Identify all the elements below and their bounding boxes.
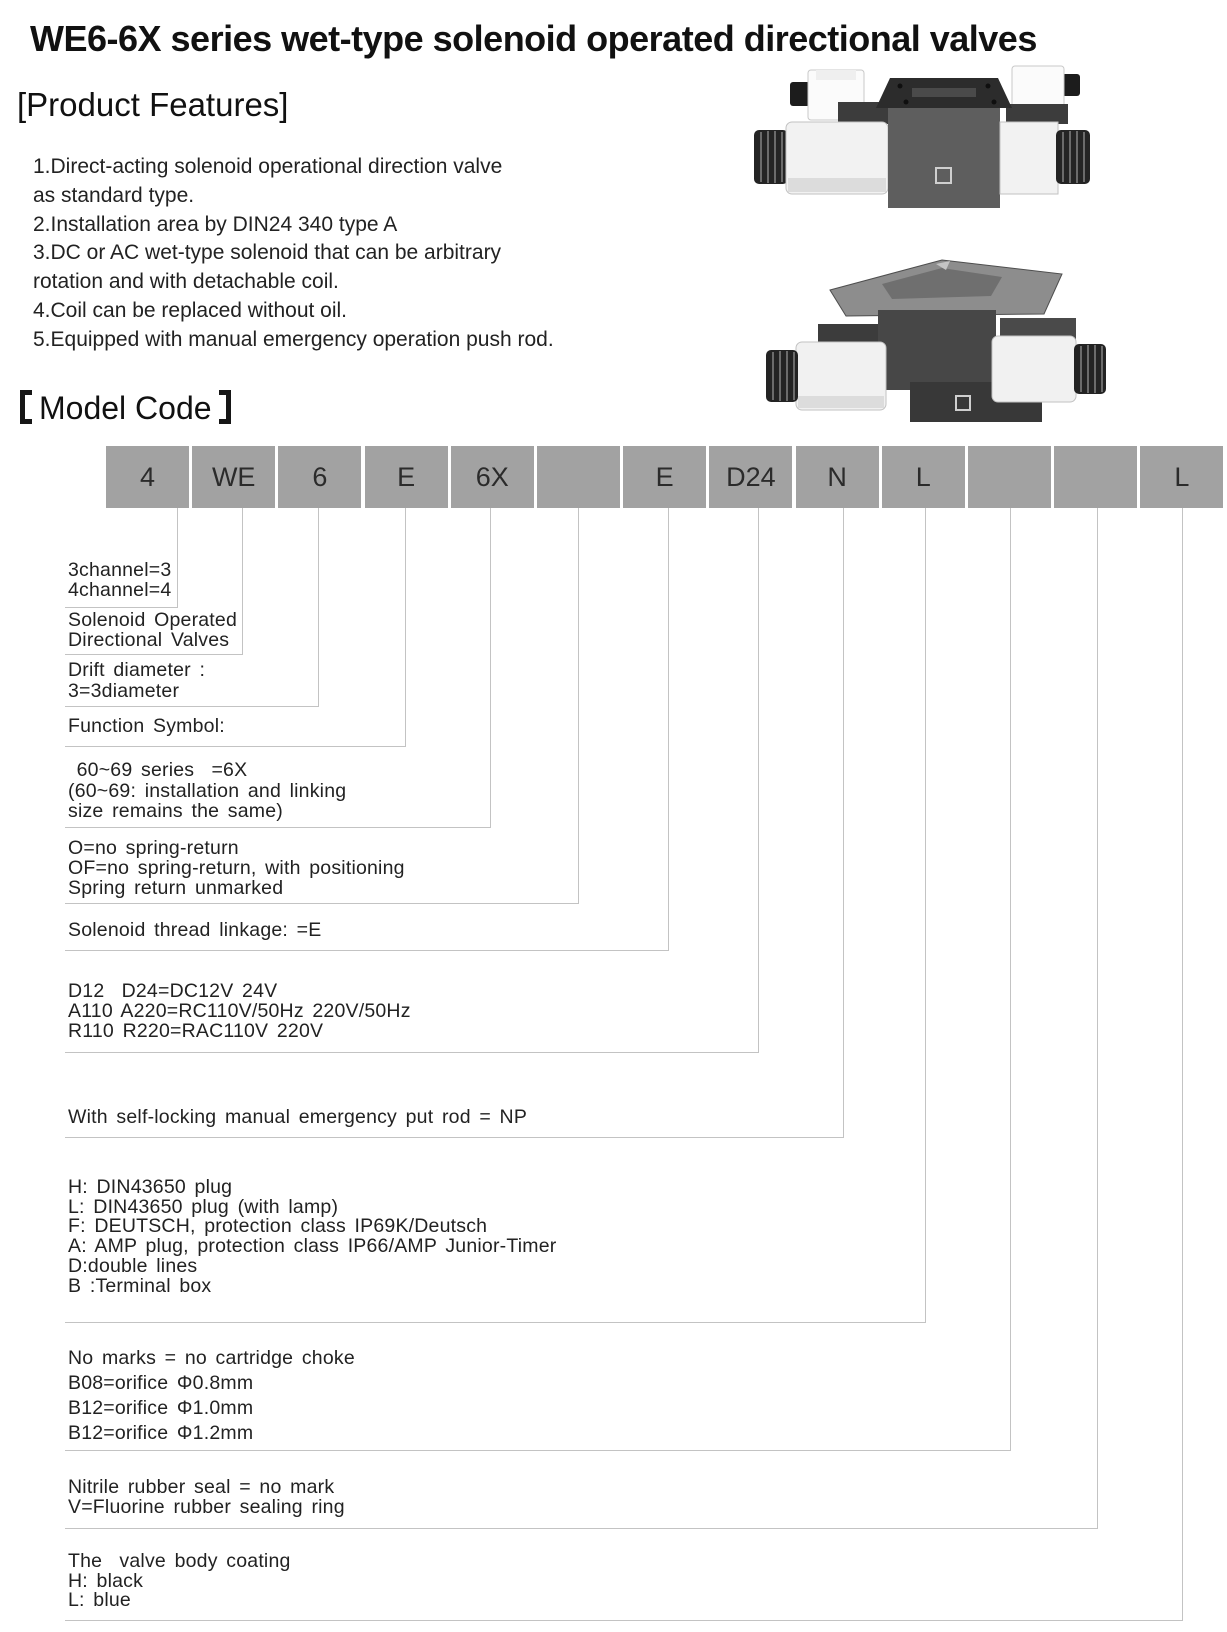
model-code-box — [1140, 446, 1223, 508]
model-code-heading-text: Model Code — [39, 390, 212, 426]
connector-vline — [177, 508, 178, 607]
connector-hline — [65, 654, 243, 655]
connector-vline — [578, 508, 579, 903]
model-code-explanation — [68, 610, 237, 650]
model-code-explanation — [68, 838, 405, 898]
explanation-line: Drift diameter : — [68, 659, 206, 681]
model-code-box-label: WE — [211, 461, 256, 492]
connector-vline — [242, 508, 243, 654]
connector-hline — [65, 706, 319, 707]
lens-bracket-right-icon — [219, 390, 231, 424]
model-code-explanation — [68, 920, 321, 940]
explanation-line: Spring return unmarked — [68, 877, 284, 899]
connector-hline — [65, 1528, 1098, 1529]
connector-hline — [65, 1450, 1011, 1451]
explanation-line: The valve body coating — [68, 1550, 291, 1572]
model-code-box — [192, 446, 275, 508]
feature-line: 3.DC or AC wet-type solenoid that can be arbitrary — [33, 241, 502, 265]
explanation-line: Solenoid thread linkage: =E — [68, 919, 322, 941]
connector-hline — [65, 607, 178, 608]
model-code-explanation — [68, 760, 346, 822]
connector-hline — [65, 1052, 759, 1053]
connector-vline — [925, 508, 926, 1322]
connector-vline — [1182, 508, 1183, 1620]
model-code-explanation — [68, 660, 205, 701]
connector-hline — [65, 950, 669, 951]
explanation-line: B12=orifice Φ1.0mm — [68, 1397, 254, 1419]
feature-line: 2.Installation area by DIN24 340 type A — [33, 212, 398, 236]
connector-hline — [65, 827, 491, 828]
explanation-line: size remains the same) — [68, 800, 283, 822]
explanation-line: D12 D24=DC12V 24V — [68, 980, 278, 1002]
explanation-line: H: black — [68, 1569, 144, 1592]
explanation-line: OF=no spring-return, with positioning — [68, 857, 405, 879]
connector-hline — [65, 1137, 844, 1138]
connector-vline — [405, 508, 406, 746]
explanation-line: (60~69: installation and linking — [68, 779, 347, 802]
solenoid-valve-photo-angled — [760, 250, 1108, 426]
connector-vline — [318, 508, 319, 706]
product-features-heading: [Product Features] — [17, 86, 289, 123]
model-code-box-label: 6X — [475, 461, 509, 492]
connector-vline — [1010, 508, 1011, 1450]
lens-bracket-left-icon — [20, 390, 32, 424]
model-code-box — [623, 446, 706, 508]
model-code-explanation — [68, 716, 225, 736]
explanation-line: L: DIN43650 plug (with lamp) — [68, 1195, 339, 1218]
model-code-explanation — [68, 1178, 556, 1296]
model-code-box-label: L — [1174, 461, 1190, 492]
explanation-line: With self-locking manual emergency put rod = NP — [68, 1106, 528, 1128]
connector-hline — [65, 1620, 1183, 1621]
connector-hline — [65, 903, 579, 904]
explanation-line: Solenoid Operated — [68, 609, 238, 631]
explanation-line: O=no spring-return — [68, 837, 239, 859]
explanation-line: D:double lines — [68, 1254, 198, 1277]
model-code-explanation — [68, 1478, 345, 1517]
explanation-line: A: AMP plug, protection class IP66/AMP Junior-Timer — [68, 1235, 557, 1258]
explanation-line: No marks = no cartridge choke — [68, 1347, 355, 1369]
model-code-box — [1054, 446, 1137, 508]
explanation-line: Function Symbol: — [68, 715, 225, 737]
model-code-box — [968, 446, 1051, 508]
model-code-explanation — [68, 1107, 527, 1127]
model-code-box-label: E — [397, 461, 416, 492]
explanation-line: Nitrile rubber seal = no mark — [68, 1476, 335, 1498]
product-features-list — [33, 153, 554, 355]
explanation-line: F: DEUTSCH, protection class IP69K/Deutsch — [68, 1215, 488, 1238]
explanation-line: L: blue — [68, 1589, 131, 1611]
connector-hline — [65, 746, 406, 747]
model-code-box-label: 4 — [139, 461, 156, 492]
explanation-line: 4channel=4 — [68, 579, 172, 601]
explanation-line: B12=orifice Φ1.2mm — [68, 1422, 254, 1444]
connector-vline — [758, 508, 759, 1052]
feature-line: 5.Equipped with manual emergency operation push rod. — [33, 327, 554, 351]
explanation-line: B :Terminal box — [68, 1274, 212, 1297]
model-code-box — [365, 446, 448, 508]
model-code-box-label: D24 — [726, 461, 776, 492]
model-code-box — [796, 446, 879, 508]
model-code-box — [882, 446, 965, 508]
page-title: WE6-6X series wet-type solenoid operated directional valves — [30, 18, 1037, 59]
explanation-line: A110 A220=RC110V/50Hz 220V/50Hz — [68, 1000, 411, 1022]
model-code-box-label: E — [655, 461, 674, 492]
feature-line: as standard type. — [33, 183, 195, 207]
feature-line: 4.Coil can be replaced without oil. — [33, 298, 348, 322]
model-code-heading — [20, 390, 231, 427]
explanation-line: 60~69 series =6X — [68, 759, 248, 781]
model-code-box — [709, 446, 792, 508]
model-code-explanation — [68, 560, 171, 600]
explanation-line: Directional Valves — [68, 629, 230, 651]
connector-vline — [1097, 508, 1098, 1528]
model-code-box-label: N — [827, 461, 847, 492]
model-code-box — [537, 446, 620, 508]
solenoid-valve-photo-top — [750, 64, 1095, 232]
model-code-box — [278, 446, 361, 508]
model-code-box-label: L — [915, 461, 931, 492]
model-code-box — [451, 446, 534, 508]
connector-hline — [65, 1322, 926, 1323]
explanation-line: 3channel=3 — [68, 559, 172, 581]
model-code-explanation — [68, 1346, 355, 1446]
explanation-line: R110 R220=RAC110V 220V — [68, 1020, 324, 1042]
connector-vline — [490, 508, 491, 827]
explanation-line: H: DIN43650 plug — [68, 1176, 233, 1198]
model-code-explanation — [68, 1552, 291, 1611]
model-code-explanation — [68, 981, 411, 1041]
explanation-line: V=Fluorine rubber sealing ring — [68, 1495, 345, 1518]
explanation-line: 3=3diameter — [68, 679, 180, 702]
connector-vline — [668, 508, 669, 950]
model-code-box — [106, 446, 189, 508]
feature-line: 1.Direct-acting solenoid operational direction valve — [33, 155, 503, 178]
connector-vline — [843, 508, 844, 1137]
feature-line: rotation and with detachable coil. — [33, 270, 339, 294]
model-code-box-label: 6 — [312, 461, 328, 492]
explanation-line: B08=orifice Φ0.8mm — [68, 1372, 254, 1394]
